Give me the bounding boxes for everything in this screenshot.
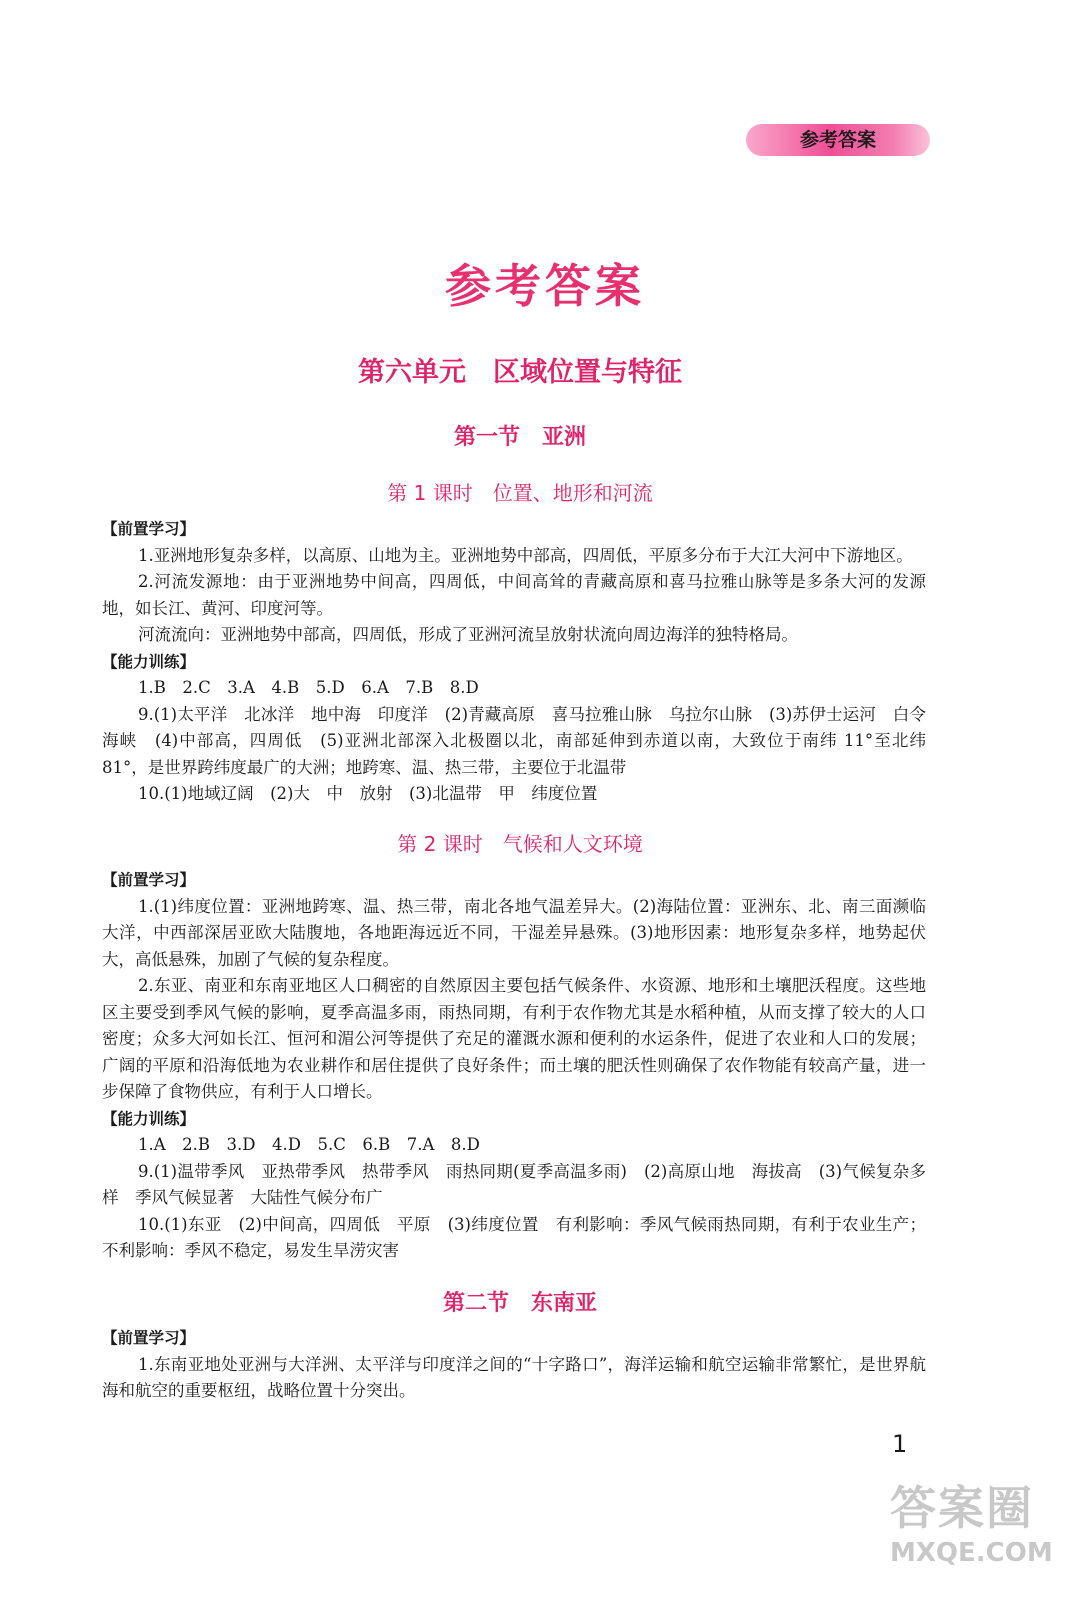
paragraph: 10.(1)地域辽阔 (2)大 中 放射 (3)北温带 甲 纬度位置 (138, 784, 598, 803)
answer-list: 1.A 2.B 3.D 4.D 5.C 6.B 7.A 8.D (138, 1135, 480, 1154)
lesson2-title: 第 2 课时 气候和人文环境 (397, 832, 643, 856)
section-label: 【前置学习】 (102, 520, 196, 538)
section1-title: 第一节 亚洲 (453, 425, 586, 450)
section2-title: 第二节 东南亚 (442, 1291, 597, 1316)
lesson1-title: 第 1 课时 位置、地形和河流 (387, 481, 653, 505)
section-label: 【前置学习】 (102, 871, 196, 889)
paragraph: 2.河流发源地：由于亚洲地势中间高，四周低，中间高耸的青藏高原和喜马拉雅山脉等是多条大河的发源地，如长江、黄河、印度河等。 (102, 572, 926, 618)
header-tag: 参考答案 (746, 124, 930, 156)
section-label: 【能力训练】 (102, 652, 196, 671)
section2-content (102, 1325, 926, 1405)
paragraph: 河流流向：亚洲地势中部高，四周低，形成了亚洲河流呈放射状流向周边海洋的独特格局。 (138, 625, 798, 644)
paragraph: 9.(1)太平洋 北冰洋 地中海 印度洋 (2)青藏高原 喜马拉雅山脉 乌拉尔山脉 (3)苏伊士运河 白令海峡 (4)中部高，四周低 (5)亚洲北部深入北极圈以北，南部延伸到赤道以南，大致位于南纬 11°至北纬 81°，是世界跨纬度最广的大洲；地跨寒、温、热三带，主要位于北温带 (102, 704, 926, 777)
paragraph: 2.东亚、南亚和东南亚地区人口稠密的自然原因主要包括气候条件、水资源、地形和土壤肥沃程度。这些地区主要受到季风气候的影响，夏季高温多雨，雨热同期，有利于农作物尤其是水稻种植，从而支撑了较大的人口密度；众多大河如长江、恒河和湄公河等提供了充足的灌溉水源和便利的水运条件，促进了农业和人口的发展；广阔的平原和沿海低地为农业耕作和居住提供了良好条件；而土壤的肥沃性则确保了农作物能有较高产量，进一步保障了食物供应，有利于人口增长。 (102, 976, 926, 1101)
page-title: 参考答案 (445, 259, 645, 313)
watermark-url: MXQE.COM (890, 1538, 1053, 1568)
paragraph: 1.(1)纬度位置：亚洲地跨寒、温、热三带，南北各地气温差异大。(2)海陆位置：亚洲东、北、南三面濒临大洋，中西部深居亚欧大陆腹地，各地距海远近不同，干湿差异悬殊。(3)地形因素：地形复杂多样，地势起伏大，高低悬殊，加剧了气候的复杂程度。 (102, 896, 926, 969)
answer-list: 1.B 2.C 3.A 4.B 5.D 6.A 7.B 8.D (138, 678, 479, 697)
section-label: 【能力训练】 (102, 1109, 196, 1128)
unit-title: 第六单元 区域位置与特征 (358, 357, 682, 388)
paragraph: 1.亚洲地形复杂多样，以高原、山地为主。亚洲地势中部高，四周低，平原多分布于大江大河中下游地区。 (138, 545, 913, 565)
section-label: 【前置学习】 (102, 1329, 196, 1347)
lesson1-content (102, 516, 926, 808)
watermark-text: 答案圈 (890, 1481, 1034, 1535)
paragraph: 9.(1)温带季风 亚热带季风 热带季风 雨热同期(夏季高温多雨) (2)高原山地 海拔高 (3)气候复杂多样 季风气候显著 大陆性气候分布广 (102, 1161, 926, 1207)
paragraph: 1.东南亚地处亚洲与大洋洲、太平洋与印度洋之间的“十字路口”，海洋运输和航空运输非常繁忙，是世界航海和航空的重要枢纽，战略位置十分突出。 (102, 1354, 926, 1400)
lesson2-content (102, 867, 926, 1265)
paragraph: 10.(1)东亚 (2)中间高，四周低 平原 (3)纬度位置 有利影响：季风气候雨热同期，有利于农业生产；不利影响：季风不稳定，易发生旱涝灾害 (102, 1214, 926, 1260)
watermark (890, 1480, 1070, 1590)
page-number: 1 (892, 1430, 908, 1458)
